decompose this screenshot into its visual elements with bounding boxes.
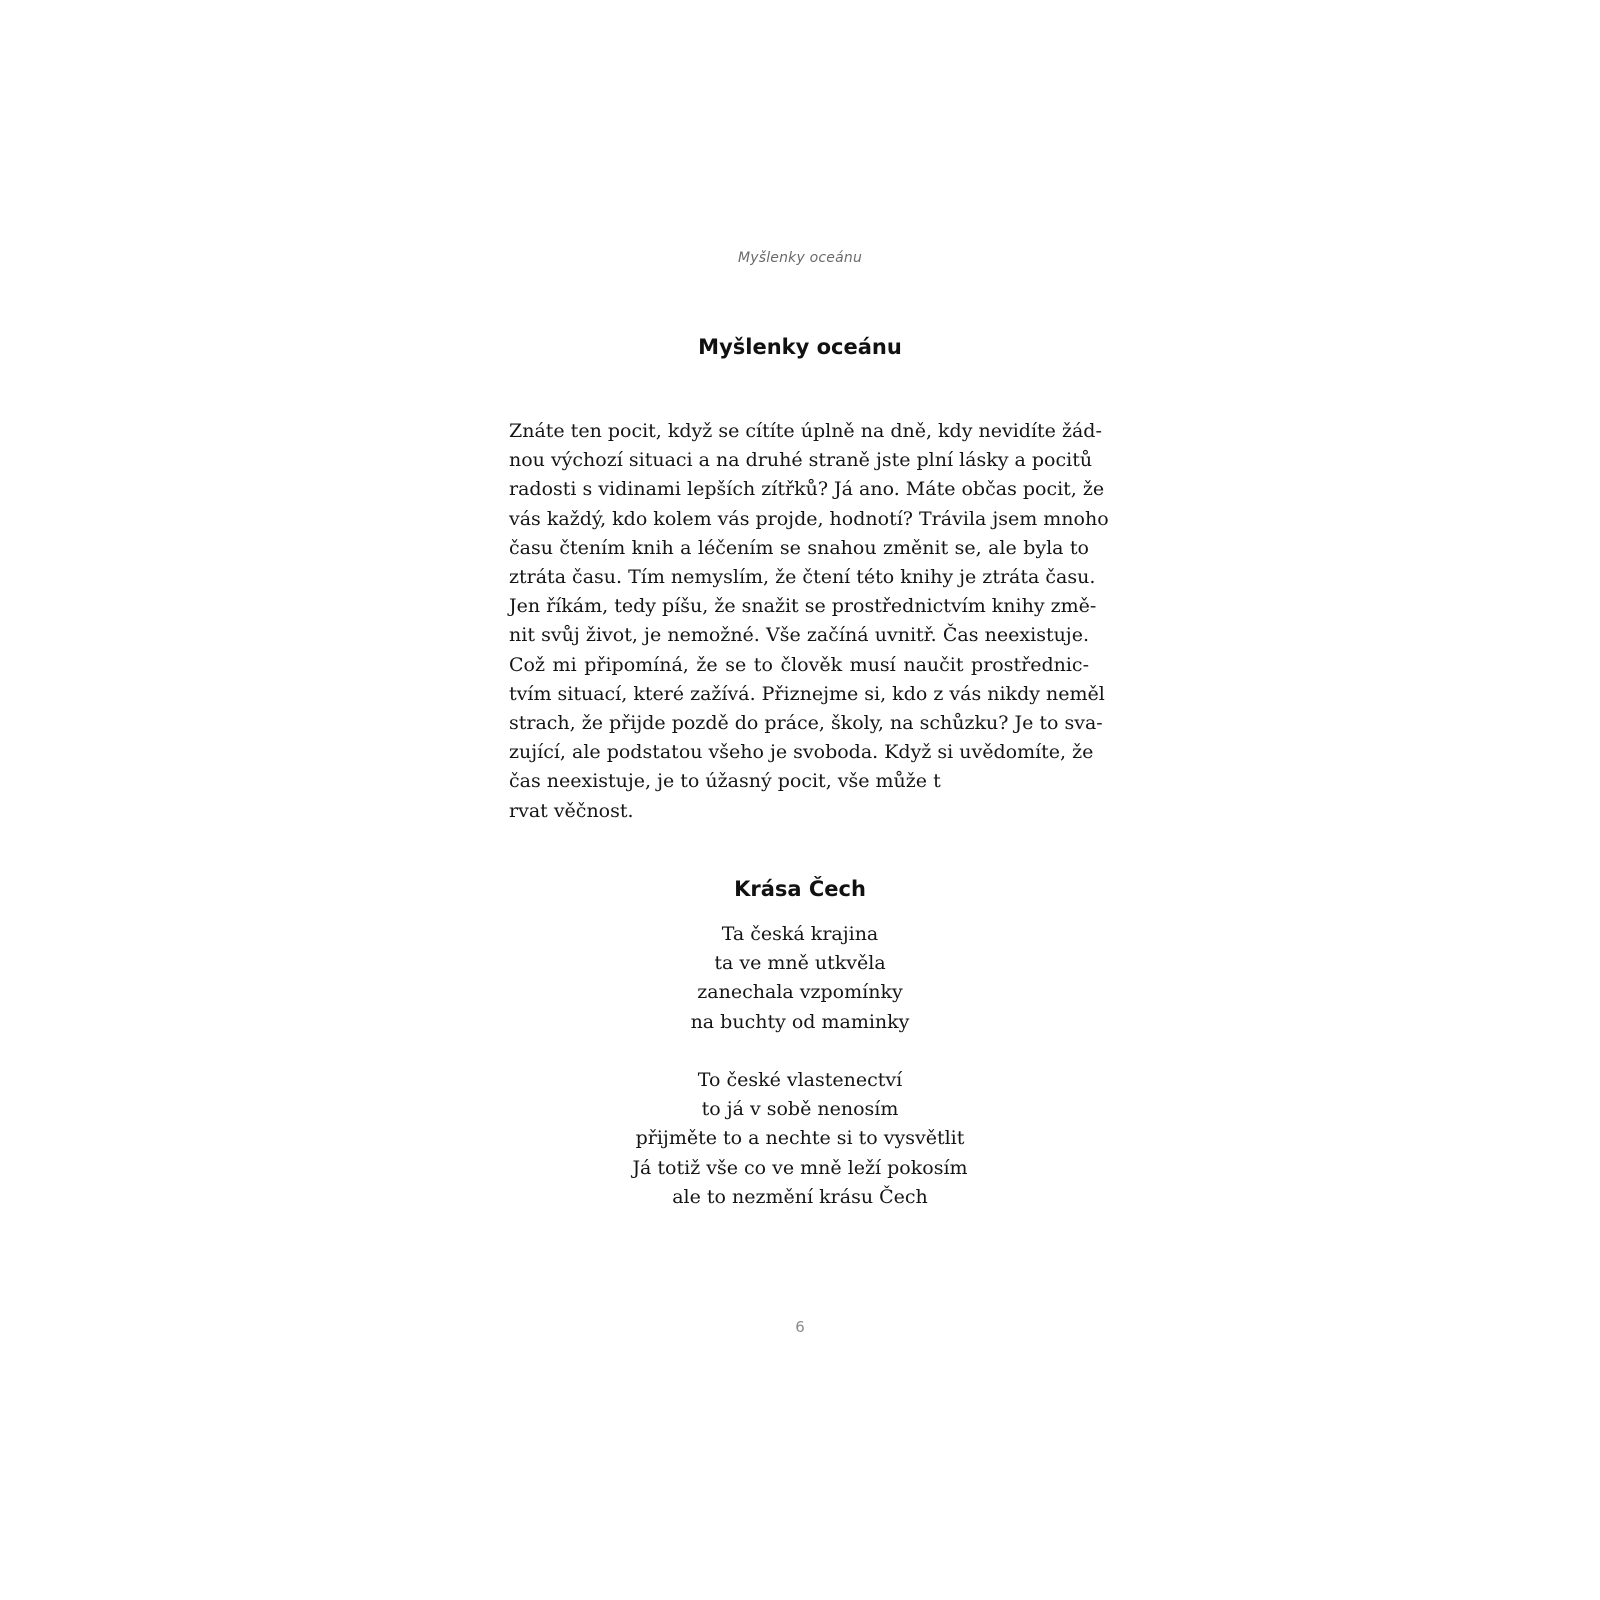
body-line: čas neexistuje, je to úžasný pocit, vše může t [509,770,941,793]
body-line: rvat věčnost. [509,799,634,822]
body-line: Což mi připomíná, že se to člověk musí naučit prostřednic- [509,653,1089,676]
poem-line: To české vlastenectví [697,1069,903,1091]
body-line: tvím situací, které zažívá. Přiznejme si, kdo z vás nikdy neměl [509,682,1105,705]
poem-line: ta ve mně utkvěla [714,952,886,975]
poem-line: zanechala vzpomínky [697,981,903,1004]
body-line: vás každý, kdo kolem vás projde, hodnotí? Trávila jsem mnoho [509,507,1109,530]
body-line: Znáte ten pocit, když se cítíte úplně na dně, kdy nevidíte žád- [509,420,1102,442]
body-line: nit svůj život, je nemožné. Vše začíná uvnitř. Čas neexistuje. [509,624,1089,647]
poem-stanza-1 [0,920,1600,1037]
poem-line: přijměte to a nechte si to vysvětlit [635,1127,965,1150]
chapter-title: Myšlenky oceánu [698,335,902,359]
body-line: zující, ale podstatou všeho je svoboda. Když si uvědomíte, že [509,741,1094,764]
poem-title: Krása Čech [734,877,866,901]
body-line: ztráta času. Tím nemyslím, že čtení této knihy je ztráta času. [509,566,1096,589]
poem-stanza-2 [0,1066,1600,1212]
body-line: radosti s vidinami lepších zítřků? Já ano. Máte občas pocit, že [509,478,1105,501]
running-header: Myšlenky oceánu [737,250,863,266]
page-number: 6 [795,1318,805,1336]
body-line: Jen říkám, tedy píšu, že snažit se prostřednictvím knihy změ- [509,595,1097,618]
body-line: strach, že přijde pozdě do práce, školy, na schůzku? Je to sva- [509,712,1103,735]
poem-line: to já v sobě nenosím [701,1098,899,1121]
body-line: času čtením knih a léčením se snahou změnit se, ale byla to [509,536,1089,559]
poem-line: Ta česká krajina [721,923,879,945]
poem-line: na buchty od maminky [690,1010,910,1033]
body-line: nou výchozí situaci a na druhé straně jste plní lásky a pocitů [509,449,1093,472]
body-paragraph [509,417,1109,826]
poem-line: Já totiž vše co ve mně leží pokosím [632,1156,968,1179]
poem-line: ale to nezmění krásu Čech [672,1185,928,1208]
